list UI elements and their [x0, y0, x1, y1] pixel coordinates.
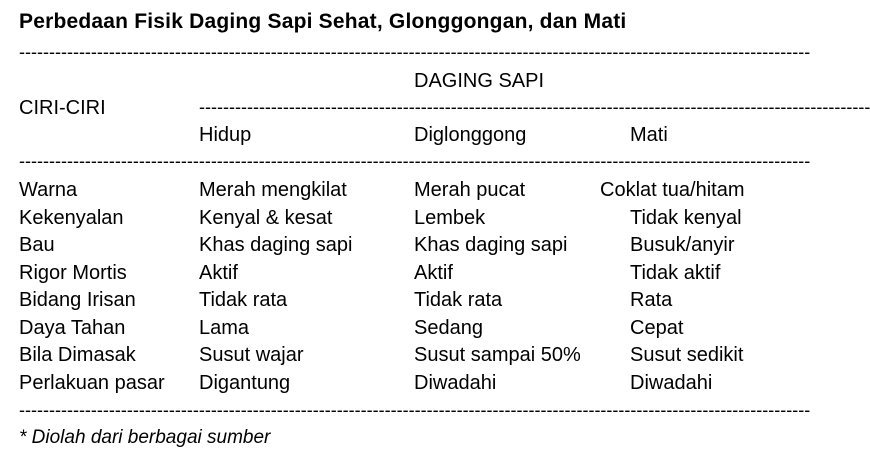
cell-ciri: Bidang Irisan — [19, 289, 136, 311]
group-header-daging-sapi: DAGING SAPI — [414, 70, 545, 92]
cell-mati: Cepat — [630, 317, 684, 339]
cell-ciri: Bau — [19, 234, 55, 256]
cell-diglonggong: Sedang — [414, 317, 483, 339]
cell-diglonggong: Merah pucat — [414, 179, 526, 201]
cell-ciri: Rigor Mortis — [19, 262, 127, 284]
cell-hidup: Khas daging sapi — [199, 234, 353, 256]
cell-mati: Tidak aktif — [630, 262, 721, 284]
column-header-diglonggong: Diglonggong — [414, 124, 527, 146]
cell-ciri: Warna — [19, 179, 78, 201]
source-footnote: * Diolah dari berbagai sumber — [19, 427, 271, 448]
cell-ciri: Bila Dimasak — [19, 344, 136, 366]
cell-hidup: Tidak rata — [199, 289, 288, 311]
cell-hidup: Digantung — [199, 372, 291, 394]
cell-hidup: Susut wajar — [199, 344, 304, 366]
ciri-ciri-header: CIRI-CIRI — [19, 97, 106, 119]
cell-ciri: Perlakuan pasar — [19, 372, 165, 394]
cell-hidup: Lama — [199, 317, 250, 339]
cell-mati: Rata — [630, 289, 673, 311]
column-header-mati: Mati — [630, 124, 668, 146]
cell-diglonggong: Tidak rata — [414, 289, 503, 311]
cell-ciri: Daya Tahan — [19, 317, 126, 339]
cell-ciri: Kekenyalan — [19, 207, 124, 229]
cell-mati: Tidak kenyal — [630, 207, 742, 229]
cell-mati: Busuk/anyir — [630, 234, 735, 256]
cell-diglonggong: Diwadahi — [414, 372, 497, 394]
header-rule: ------------------------------------------------------------------------------------------------------------------------------------ — [19, 151, 811, 171]
cell-diglonggong: Aktif — [414, 262, 453, 284]
cell-hidup: Kenyal & kesat — [199, 207, 333, 229]
column-header-hidup: Hidup — [199, 124, 252, 146]
document-title: Perbedaan Fisik Daging Sapi Sehat, Glonggongan, dan Mati — [19, 10, 627, 33]
cell-diglonggong: Lembek — [414, 207, 486, 229]
cell-hidup: Aktif — [199, 262, 238, 284]
cell-diglonggong: Khas daging sapi — [414, 234, 568, 256]
cell-mati: Diwadahi — [630, 372, 713, 394]
cell-mati: Coklat tua/hitam — [600, 179, 745, 201]
group-sub-rule: ---------------------------------------------------------------------------------------------------------------- — [199, 97, 870, 117]
cell-mati: Susut sedikit — [630, 344, 744, 366]
top-rule: ------------------------------------------------------------------------------------------------------------------------------------ — [19, 42, 811, 62]
cell-hidup: Merah mengkilat — [199, 179, 347, 201]
cell-diglonggong: Susut sampai 50% — [414, 344, 581, 366]
bottom-rule: ------------------------------------------------------------------------------------------------------------------------------------ — [19, 400, 811, 420]
